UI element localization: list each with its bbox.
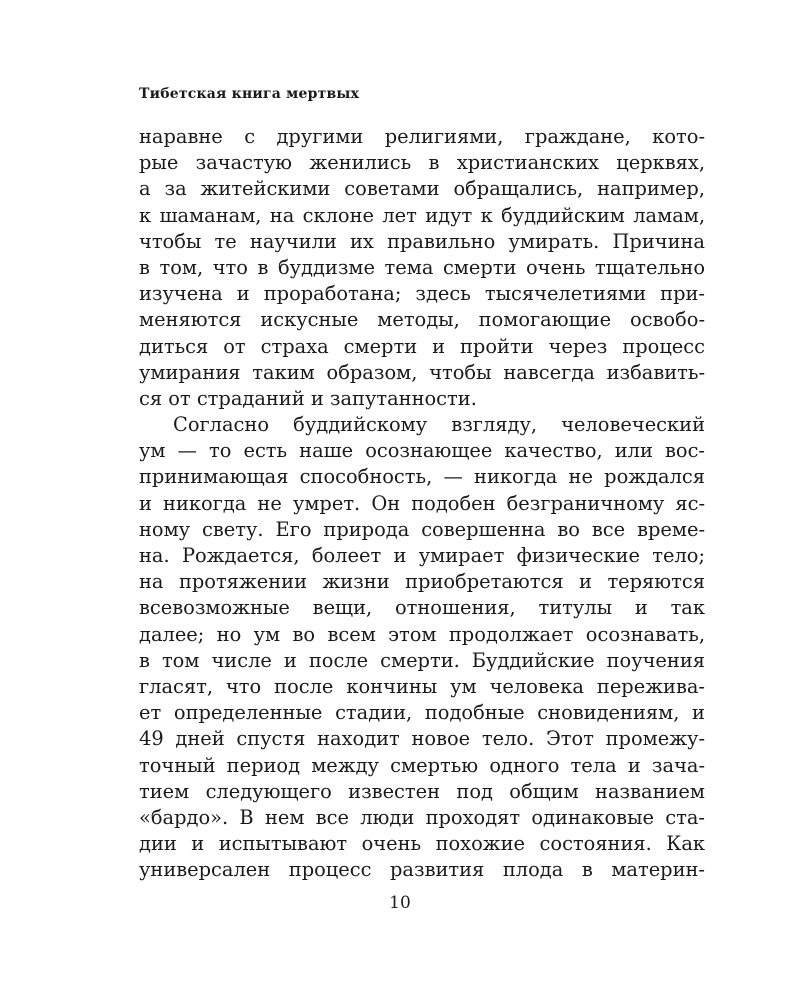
text-line: ет определенные стадии, подобные сновидениям, и: [139, 701, 705, 725]
body-text: [139, 124, 705, 883]
text-line: в том числе и после смерти. Буддийские поучения: [139, 648, 705, 672]
text-line: принимающая способность, — никогда не рождался: [139, 465, 705, 489]
paragraph-end-line: ся от страданий и запутанности.: [139, 386, 477, 410]
text-line: меняются искусные методы, помогающие освобо-: [139, 308, 705, 332]
text-line: наравне с другими религиями, граждане, кото-: [139, 125, 705, 148]
text-line: точный период между смертью одного тела и зача-: [139, 753, 705, 777]
text-line: умирания таким образом, чтобы навсегда избавить-: [139, 360, 705, 384]
text-line: к шаманам, на склоне лет идут к буддийским ламам,: [139, 203, 705, 227]
text-line: диться от страха смерти и пройти через процесс: [139, 334, 705, 358]
text-line: ум — то есть наше осознающее качество, или вос-: [139, 439, 705, 463]
text-line: и никогда не умрет. Он подобен безграничному яс-: [139, 491, 705, 515]
text-line: универсален процесс развития плода в материн-: [139, 858, 705, 882]
text-line: 49 дней спустя находит новое тело. Этот промежу-: [139, 727, 705, 751]
text-line: «бардо». В нем все люди проходят одинаковые ста-: [139, 805, 705, 829]
text-line: изучена и проработана; здесь тысячелетиями при-: [139, 282, 705, 306]
text-line: рые зачастую женились в христианских церквях,: [139, 151, 705, 175]
text-line: в том, что в буддизме тема смерти очень тщательно: [139, 255, 705, 279]
text-line: тием следующего известен под общим названием: [139, 779, 705, 803]
text-line: далее; но ум во всем этом продолжает осознавать,: [139, 622, 705, 646]
text-line: всевозможные вещи, отношения, титулы и так: [139, 596, 705, 620]
text-line: а за житейскими советами обращались, например,: [139, 177, 705, 201]
page-number: 10: [389, 893, 411, 913]
paragraph-start-line: Согласно буддийскому взгляду, человеческий: [173, 413, 705, 437]
text-line: ному свету. Его природа совершенна во все време-: [139, 517, 705, 541]
running-head-title: Тибетская книга мертвых: [139, 86, 360, 102]
text-line: дии и испытывают очень похожие состояния. Как: [139, 832, 705, 856]
text-line: гласят, что после кончины ум человека пережива-: [139, 674, 705, 698]
text-line: чтобы те научили их правильно умирать. Причина: [139, 229, 705, 253]
text-line: на протяжении жизни приобретаются и теряются: [139, 570, 705, 594]
text-line: на. Рождается, болеет и умирает физические тело;: [139, 544, 705, 567]
